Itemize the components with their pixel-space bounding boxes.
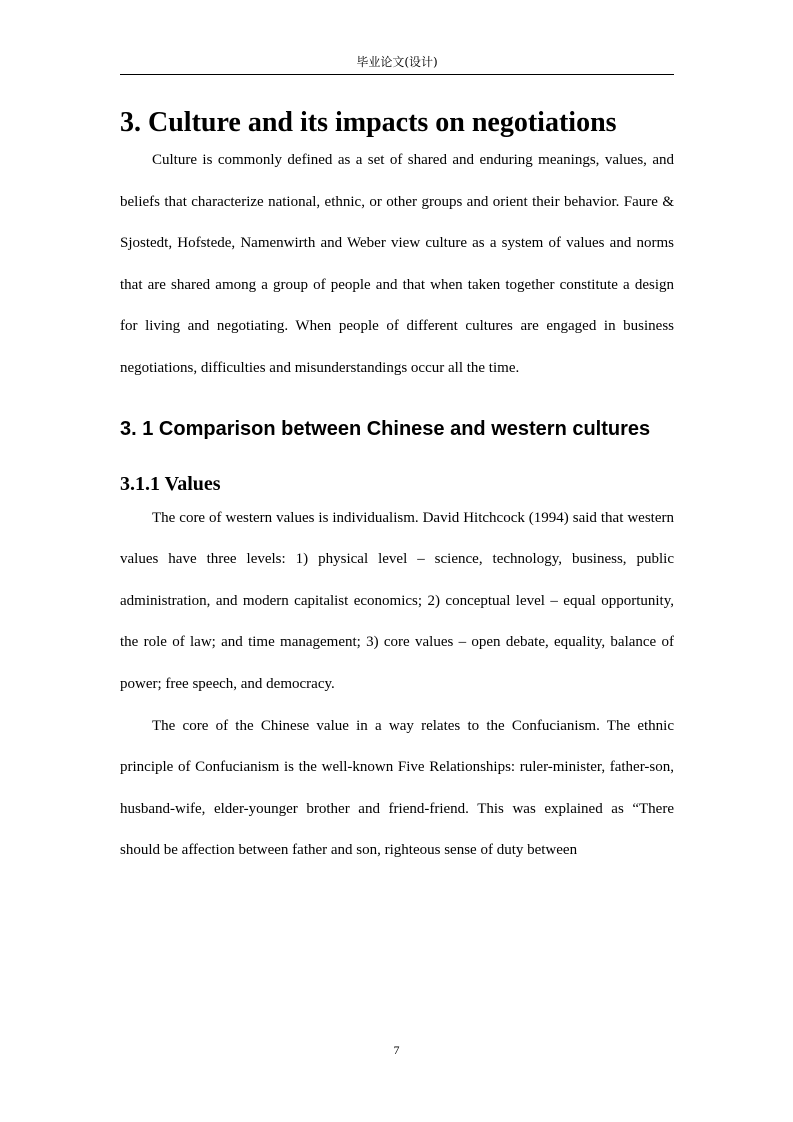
subsection-title: 3.1.1 Values bbox=[120, 472, 221, 495]
chapter-title: 3. Culture and its impacts on negotiations bbox=[120, 107, 617, 138]
values-paragraph-1: The core of western values is individualism. David Hitchcock (1994) said that western values have three levels: 1) physical level – science, technology, business, public administration, and modern capitalist economics; 2) conceptual level – equal opportunity, the role of law; and time management; 3) core values – open debate, equality, balance of power; free speech, and democracy. bbox=[120, 509, 674, 692]
values-paragraph-2: The core of the Chinese value in a way relates to the Confucianism. The ethnic principle of Confucianism is the well-known Five Relationships: ruler-minister, father-son, husband-wife, elder-younger brother and friend-friend. This was explained as “There should be affection between father and son, righteous sense of duty between bbox=[120, 717, 674, 859]
chapter-intro-paragraph: Culture is commonly defined as a set of shared and enduring meanings, values, and beliefs that characterize national, ethnic, or other groups and orient their behavior. Faure & Sjostedt, Hofstede, Namenwirth and Weber view culture as a system of values and norms that are shared among a group of people and that when taken together constitute a design for living and negotiating. When people of different cultures are engaged in business negotiations, difficulties and misunderstandings occur all the time. bbox=[120, 152, 674, 376]
page-number: 7 bbox=[393, 1043, 400, 1057]
section-title: 3. 1 Comparison between Chinese and western cultures bbox=[120, 417, 651, 440]
header-text: 毕业论文(设计) bbox=[356, 55, 438, 69]
page-header bbox=[120, 52, 674, 75]
document-body bbox=[120, 92, 674, 872]
